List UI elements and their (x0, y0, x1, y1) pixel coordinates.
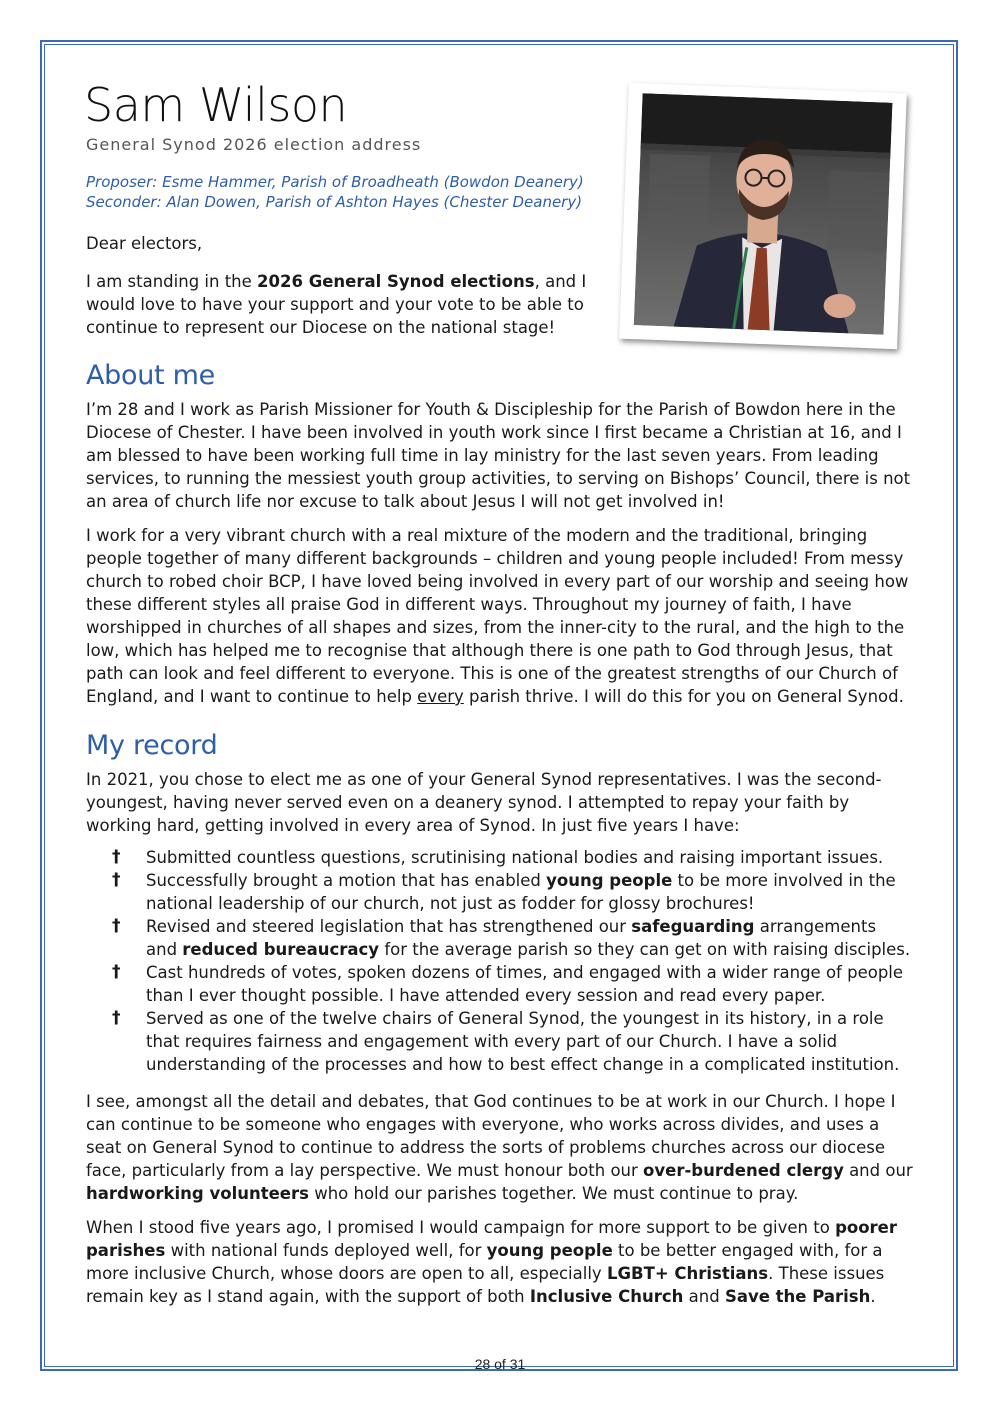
record-paragraph-3: When I stood five years ago, I promised I would campaign for more support to be given to poorer parishes with national funds deployed well, for young people to be better engaged with, for a more inclusive Church, whose doors are open to all, especially LGBT+ Christians. These issues remain key as I stand again, with the support of both Inclusive Church and Save the Parish. (86, 1218, 898, 1306)
cross-icon: † (112, 847, 121, 867)
about-paragraph-1: I’m 28 and I work as Parish Missioner for Youth & Discipleship for the Parish of Bowdon here in the Diocese of Chester. I have been involved in youth work since I first became a Christian at 16, and I am blessed to have been working full time in lay ministry for the last seven years. From leading services, to running the messiest youth group activities, to serving on Bishops’ Council, there is not an area of church life nor excuse to talk about Jesus I will not get involved in! (86, 400, 911, 511)
record-paragraph-1: In 2021, you chose to elect me as one of your General Synod representatives. I was the second-youngest, having never served even on a deanery synod. I attempted to repay your faith by working hard, getting involved in every area of Synod. In just five years I have: (86, 770, 882, 835)
record-heading: My record (86, 730, 218, 761)
about-heading: About me (86, 360, 215, 391)
page-number: 28 of 31 (474, 1356, 526, 1372)
candidate-photo-frame (619, 83, 907, 349)
list-item: † Successfully brought a motion that has enabled young people to be more involved in the national leadership of our church, not just as fodder for glossy brochures! (112, 870, 896, 913)
candidate-name: Sam Wilson (84, 78, 348, 132)
candidate-photo (634, 93, 893, 334)
list-item: † Submitted countless questions, scrutinising national bodies and raising important issues. (112, 847, 884, 867)
seconder-line: Seconder: Alan Dowen, Parish of Ashton Hayes (Chester Deanery) (86, 193, 583, 211)
nominators (86, 172, 584, 212)
cross-icon: † (112, 870, 121, 890)
intro-paragraph: I am standing in the 2026 General Synod elections, and I would love to have your support and your vote to be able to continue to represent our Diocese on the national stage! (86, 272, 587, 337)
document-subtitle: General Synod 2026 election address (86, 135, 422, 154)
about-paragraph-2: I work for a very vibrant church with a real mixture of the modern and the traditional, bringing people together of many different backgrounds – children and young people included! From messy church to robed choir BCP, I have loved being involved in every part of our worship and seeing how these different styles all praise God in different ways. Throughout my journey of faith, I have worshipped in churches of all shapes and sizes, from the inner-city to the rural, and the high to the low, which has helped me to recognise that although there is one path to God through Jesus, that path can look and feel different to everyone. This is one of the greatest strengths of our Church of England, and I want to continue to help every parish thrive. I will do this for you on General Synod. (86, 526, 909, 706)
cross-icon: † (112, 916, 121, 936)
list-item: † Cast hundreds of votes, spoken dozens of times, and engaged with a wider range of people than I ever thought possible. I have attended every session and read every paper. (112, 962, 904, 1005)
list-item: † Served as one of the twelve chairs of General Synod, the youngest in its history, in a role that requires fairness and engagement with every part of our Church. I have a solid understanding of the processes and how to best effect change in a complicated institution. (112, 1008, 900, 1074)
record-paragraph-2: I see, amongst all the detail and debates, that God continues to be at work in our Church. I hope I can continue to be someone who engages with everyone, who works across divides, and uses a seat on General Synod to continue to address the sorts of problems churches across our diocese face, particularly from a lay perspective. We must honour both our over-burdened clergy and our hardworking volunteers who hold our parishes together. We must continue to pray. (86, 1092, 913, 1203)
record-achievements-list (112, 846, 912, 1076)
list-item: † Revised and steered legislation that has strengthened our safeguarding arrangements and reduced bureaucracy for the average parish so they can get on with raising disciples. (112, 916, 911, 959)
proposer-line: Proposer: Esme Hammer, Parish of Broadheath (Bowdon Deanery) (86, 173, 584, 191)
cross-icon: † (112, 962, 121, 982)
cross-icon: † (112, 1008, 121, 1028)
greeting: Dear electors, (86, 234, 203, 253)
